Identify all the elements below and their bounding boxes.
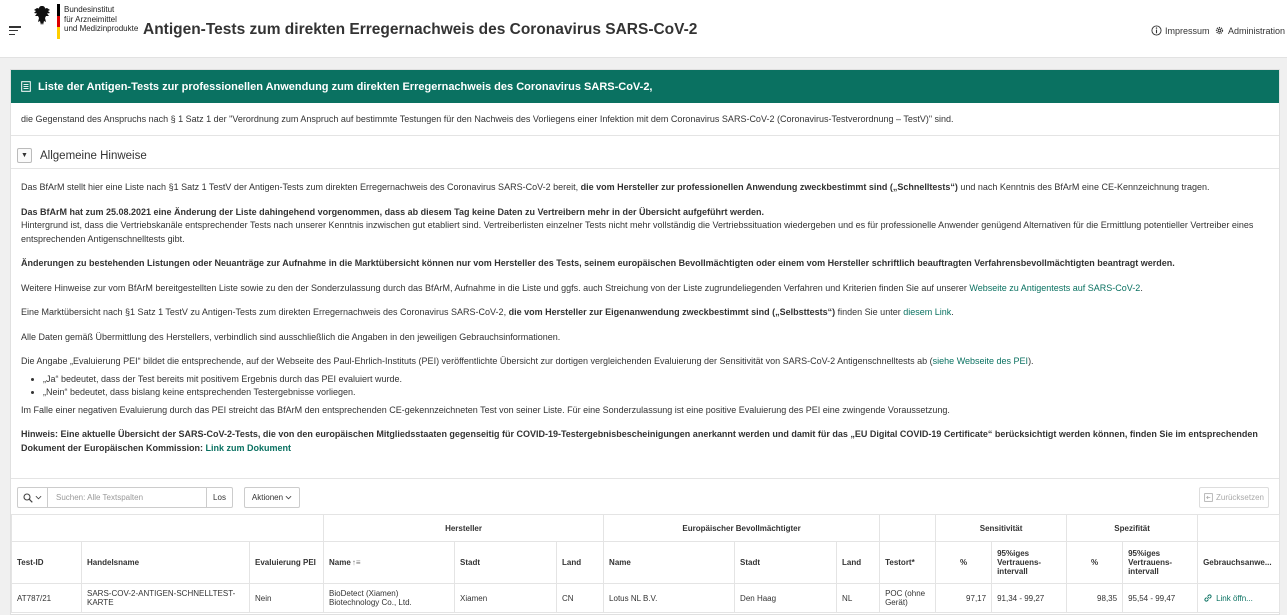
cell-spez-percent: 98,35 (1067, 584, 1123, 613)
group-header-spezifitaet: Spezifität (1067, 515, 1198, 542)
hint-paragraph (21, 306, 1271, 320)
col-bevollm-land[interactable]: Land (837, 542, 880, 584)
cell-bevollm-name: Lotus NL B.V. (604, 584, 735, 613)
col-bevollm-stadt[interactable]: Stadt (735, 542, 837, 584)
cell-sens-percent: 97,17 (936, 584, 992, 613)
federal-eagle-icon (33, 5, 51, 27)
antigen-tests-table (11, 514, 1280, 613)
search-icon (23, 493, 33, 503)
go-button[interactable]: Los (206, 488, 232, 507)
hint-text: und nach Kenntnis des BfArM eine CE-Kennzeichnung tragen. (957, 182, 1210, 192)
empty-group-header (12, 515, 324, 542)
page-title: Antigen-Tests zum direkten Erregernachweis des Coronavirus SARS-CoV-2 (143, 21, 698, 38)
hint-text: . (1140, 282, 1143, 293)
open-instructions-link[interactable] (1203, 593, 1274, 603)
flag-bar (57, 4, 60, 39)
evaluation-legend (33, 373, 1271, 400)
administration-link[interactable] (1214, 25, 1285, 36)
chevron-down-icon (285, 494, 292, 501)
app-header (0, 0, 1287, 58)
flag-red (57, 16, 60, 28)
hints-content (21, 181, 1271, 455)
hint-text: finden Sie unter (835, 307, 904, 317)
col-spez-interval[interactable]: 95%iges Vertrauens-intervall (1123, 542, 1198, 584)
reset-button[interactable] (1199, 487, 1269, 508)
hint-text: Die Angabe „Evaluierung PEI“ bildet die entsprechende, auf der Webseite des Paul-Ehrlich-Instituts (PEI) veröffentlichte Übersicht zur dortigen vergleichenden Evaluierung der Sensitivität von SARS-CoV-2 Antigenschnelltests ab ( (21, 356, 933, 366)
search-input[interactable] (48, 488, 206, 507)
info-icon (1151, 25, 1162, 36)
hint-paragraph (21, 282, 1271, 296)
eu-hint-paragraph (21, 428, 1271, 455)
hint-text: Das BfArM stellt hier eine Liste nach §1 Satz 1 TestV der Antigen-Tests zum direkten Erregernachweis des Coronavirus SARS-CoV-2 bereit, (21, 182, 581, 192)
col-test-id[interactable]: Test-ID (12, 542, 82, 584)
col-bevollm-name[interactable]: Name (604, 542, 735, 584)
self-tests-link[interactable]: diesem Link (903, 307, 952, 317)
cell-hersteller-stadt: Xiamen (455, 584, 557, 613)
cell-hersteller-land: CN (557, 584, 604, 613)
hint-text: Eine Marktübersicht nach §1 Satz 1 TestV zu Antigen-Tests zum direkten Erregernachweis des Coronavirus SARS-CoV-2, (21, 307, 509, 317)
list-banner (11, 70, 1279, 103)
list-item: • „Ja“ bedeutet, dass der Test bereits mit positivem Ergebnis durch das PEI evaluiert wurde. (43, 373, 1271, 387)
report-toolbar (11, 478, 1279, 514)
antigen-website-link[interactable]: Webseite zu Antigentests auf SARS-CoV-2 (969, 282, 1141, 293)
hint-text: Weitere Hinweise zur vom BfArM bereitgestellten Liste sowie zu den der Sonderzulassung durch das BfArM, Aufnahme in die Liste und ggfs. auch Streichung von der Liste zugrundeliegenden Verfahren und Kriterien finden Sie auf unserer (21, 282, 970, 293)
col-hersteller-name[interactable] (324, 542, 455, 584)
empty-group-header (1198, 515, 1280, 542)
search-column-picker[interactable] (18, 488, 48, 507)
link-label: Link öffn... (1216, 593, 1253, 603)
collapse-toggle-button[interactable] (17, 148, 32, 163)
col-spez-percent[interactable]: % (1067, 542, 1123, 584)
cell-testort: POC (ohne Gerät) (880, 584, 936, 613)
eu-document-link[interactable]: Link zum Dokument (205, 442, 292, 453)
cell-spez-interval: 95,54 - 99,47 (1123, 584, 1198, 613)
menu-icon[interactable] (9, 26, 21, 35)
col-testort[interactable]: Testort* (880, 542, 936, 584)
caret-down-icon: ▼ (21, 152, 28, 159)
cell-hersteller-name: BioDetect (Xiamen) Biotechnology Co., Ltd. (324, 584, 455, 613)
actions-label: Aktionen (251, 493, 284, 502)
column-group-row (12, 515, 1280, 542)
group-header-hersteller: Hersteller (324, 515, 604, 542)
actions-menu-button[interactable] (244, 487, 300, 508)
hint-paragraph: Alle Daten gemäß Übermittlung des Herstellers, verbindlich sind ausschließlich die Angaben in den jeweiligen Gebrauchsinformationen. (21, 331, 561, 342)
column-header-row (12, 542, 1280, 584)
impressum-label: Impressum (1165, 25, 1210, 36)
banner-title: Liste der Antigen-Tests zur professionellen Anwendung zum direkten Erregernachweis des Coronavirus SARS-CoV-2, (38, 80, 653, 93)
flag-gold (57, 27, 60, 39)
hint-bold-text: die vom Hersteller zur Eigenanwendung zweckbestimmt sind („Selbsttests“) (508, 307, 836, 317)
logo-line-1: Bundesinstitut (64, 5, 115, 14)
hint-text: ). (1028, 356, 1034, 366)
gear-icon (1214, 25, 1225, 36)
group-header-bevollmaechtigter: Europäischer Bevollmächtigter (604, 515, 880, 542)
impressum-link[interactable] (1151, 25, 1210, 36)
cell-gebrauchsanweisung (1198, 584, 1280, 613)
col-label: Name (329, 558, 351, 567)
search-box (17, 487, 233, 508)
col-evaluierung-pei[interactable]: Evaluierung PEI (250, 542, 324, 584)
group-header-sensitivitaet: Sensitivität (936, 515, 1067, 542)
reset-icon (1204, 493, 1213, 502)
hint-paragraph (21, 355, 1271, 369)
hint-paragraph (21, 181, 1271, 195)
logo-line-3: und Medizinprodukte (64, 24, 139, 33)
col-gebrauchsanweisung[interactable]: Gebrauchsanwe... (1198, 542, 1280, 584)
change-notice: Das BfArM hat zum 25.08.2021 eine Änderung der Liste dahingehend vorgenommen, dass ab diesem Tag keine Daten zu Vertreibern mehr in der Übersicht aufgeführt werden. (21, 206, 765, 217)
logo-line-2: für Arzneimittel (64, 14, 117, 24)
flag-black (57, 4, 60, 16)
pei-website-link[interactable]: siehe Webseite des PEI (932, 356, 1029, 366)
section-title: Allgemeine Hinweise (40, 149, 147, 162)
col-sens-percent[interactable]: % (936, 542, 992, 584)
change-background: Hintergrund ist, dass die Vertriebskanäle entsprechender Tests nach unserer Kenntnis inzwischen gut etabliert sind. Vertreiberlisten einzelner Tests nicht mehr vollständig die Vertriebssituation wiedergeben und es für professionelle Anwender genügend Alternativen für die Ermittlung potentieller Vertreiber eines entsprechenden Antigenschnelltests gibt. (21, 220, 1254, 244)
chevron-down-icon (35, 494, 42, 501)
empty-group-header (880, 515, 936, 542)
sort-ascending-icon: ↑≡ (351, 558, 361, 567)
hints-section-header (11, 143, 1279, 169)
cell-test-id: AT787/21 (12, 584, 82, 613)
reset-label: Zurücksetzen (1215, 493, 1265, 502)
hint-text: . (951, 307, 954, 317)
table-row (12, 584, 1280, 613)
col-handelsname[interactable]: Handelsname (82, 542, 250, 584)
agency-logo-text (64, 5, 144, 34)
cell-handelsname: SARS-COV-2-ANTIGEN-SCHNELLTEST-KARTE (82, 584, 250, 613)
hint-paragraph: Im Falle einer negativen Evaluierung durch das PEI streicht das BfArM den entsprechenden CE-gekennzeichneten Test von seiner Liste. Für eine Sonderzulassung ist eine positive Evaluierung des PEI eine zwingende Voraussetzung. (21, 404, 950, 415)
administration-label: Administration (1228, 25, 1286, 36)
cell-sens-interval: 91,34 - 99,27 (992, 584, 1067, 613)
hint-bold-text: die vom Hersteller zur professionellen Anwendung zweckbestimmt sind („Schnelltests“) (580, 182, 958, 192)
col-sens-interval[interactable]: 95%iges Vertrauens-intervall (992, 542, 1067, 584)
list-document-icon (21, 81, 31, 92)
cell-evaluierung: Nein (250, 584, 324, 613)
banner-subline: die Gegenstand des Anspruchs nach § 1 Satz 1 der "Verordnung zum Anspruch auf bestimmte Testungen für den Nachweis des Vorliegens einer Infektion mit dem Coronavirus SARS-CoV-2 (Coronavirus-Testverordnung – TestV)" sind. (11, 103, 1279, 136)
list-item: • „Nein“ bedeutet, dass bislang keine entsprechenden Testergebnisse vorliegen. (43, 386, 1271, 400)
cell-bevollm-stadt: Den Haag (735, 584, 837, 613)
cell-bevollm-land: NL (837, 584, 880, 613)
col-hersteller-land[interactable]: Land (557, 542, 604, 584)
hint-bold-text: Hinweis: Eine aktuelle Übersicht der SARS-CoV-2-Tests, die von den europäischen Mitgliedsstaaten gegenseitig für COVID-19-Testergebnisbescheinigungen anerkannt werden und damit für das „EU Digital COVID-19 Certificate“ berücksichtigt werden können, finden Sie im entsprechenden Dokument der Europäischen Kommission: (21, 429, 1258, 453)
change-requests-notice: Änderungen zu bestehenden Listungen oder Neuanträge zur Aufnahme in die Marktübersicht können nur vom Hersteller des Tests, seinem europäischen Bevollmächtigten oder einem vom Hersteller schriftlich beauftragten Verfahrensbevollmächtigten beantragt werden. (21, 258, 1175, 268)
col-hersteller-stadt[interactable]: Stadt (455, 542, 557, 584)
main-panel (10, 69, 1280, 615)
link-icon (1203, 593, 1213, 603)
